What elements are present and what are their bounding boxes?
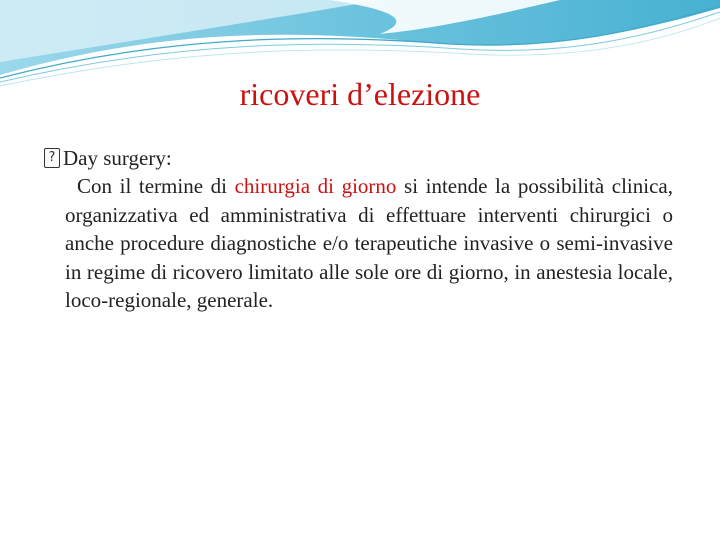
- paragraph-highlight: chirurgia di giorno: [234, 174, 397, 198]
- paragraph-text-after: si intende la possibilità clinica, organizzativa ed amministrativa di effettuare interventi chirurgici o anche procedure diagnostiche e/o terapeutiche invasive o semi-invasive in regime di ricovero limitato alle sole ore di giorno, in anestesia locale, loco-regionale, generale.: [65, 174, 673, 312]
- missing-glyph-icon: [44, 148, 60, 168]
- paragraph-text-before: Con il termine di: [77, 174, 235, 198]
- slide-title: ricoveri d’elezione: [239, 76, 481, 112]
- body-paragraph: [65, 172, 673, 315]
- bullet-label: Day surgery:: [63, 146, 172, 170]
- bullet-item: [44, 145, 172, 171]
